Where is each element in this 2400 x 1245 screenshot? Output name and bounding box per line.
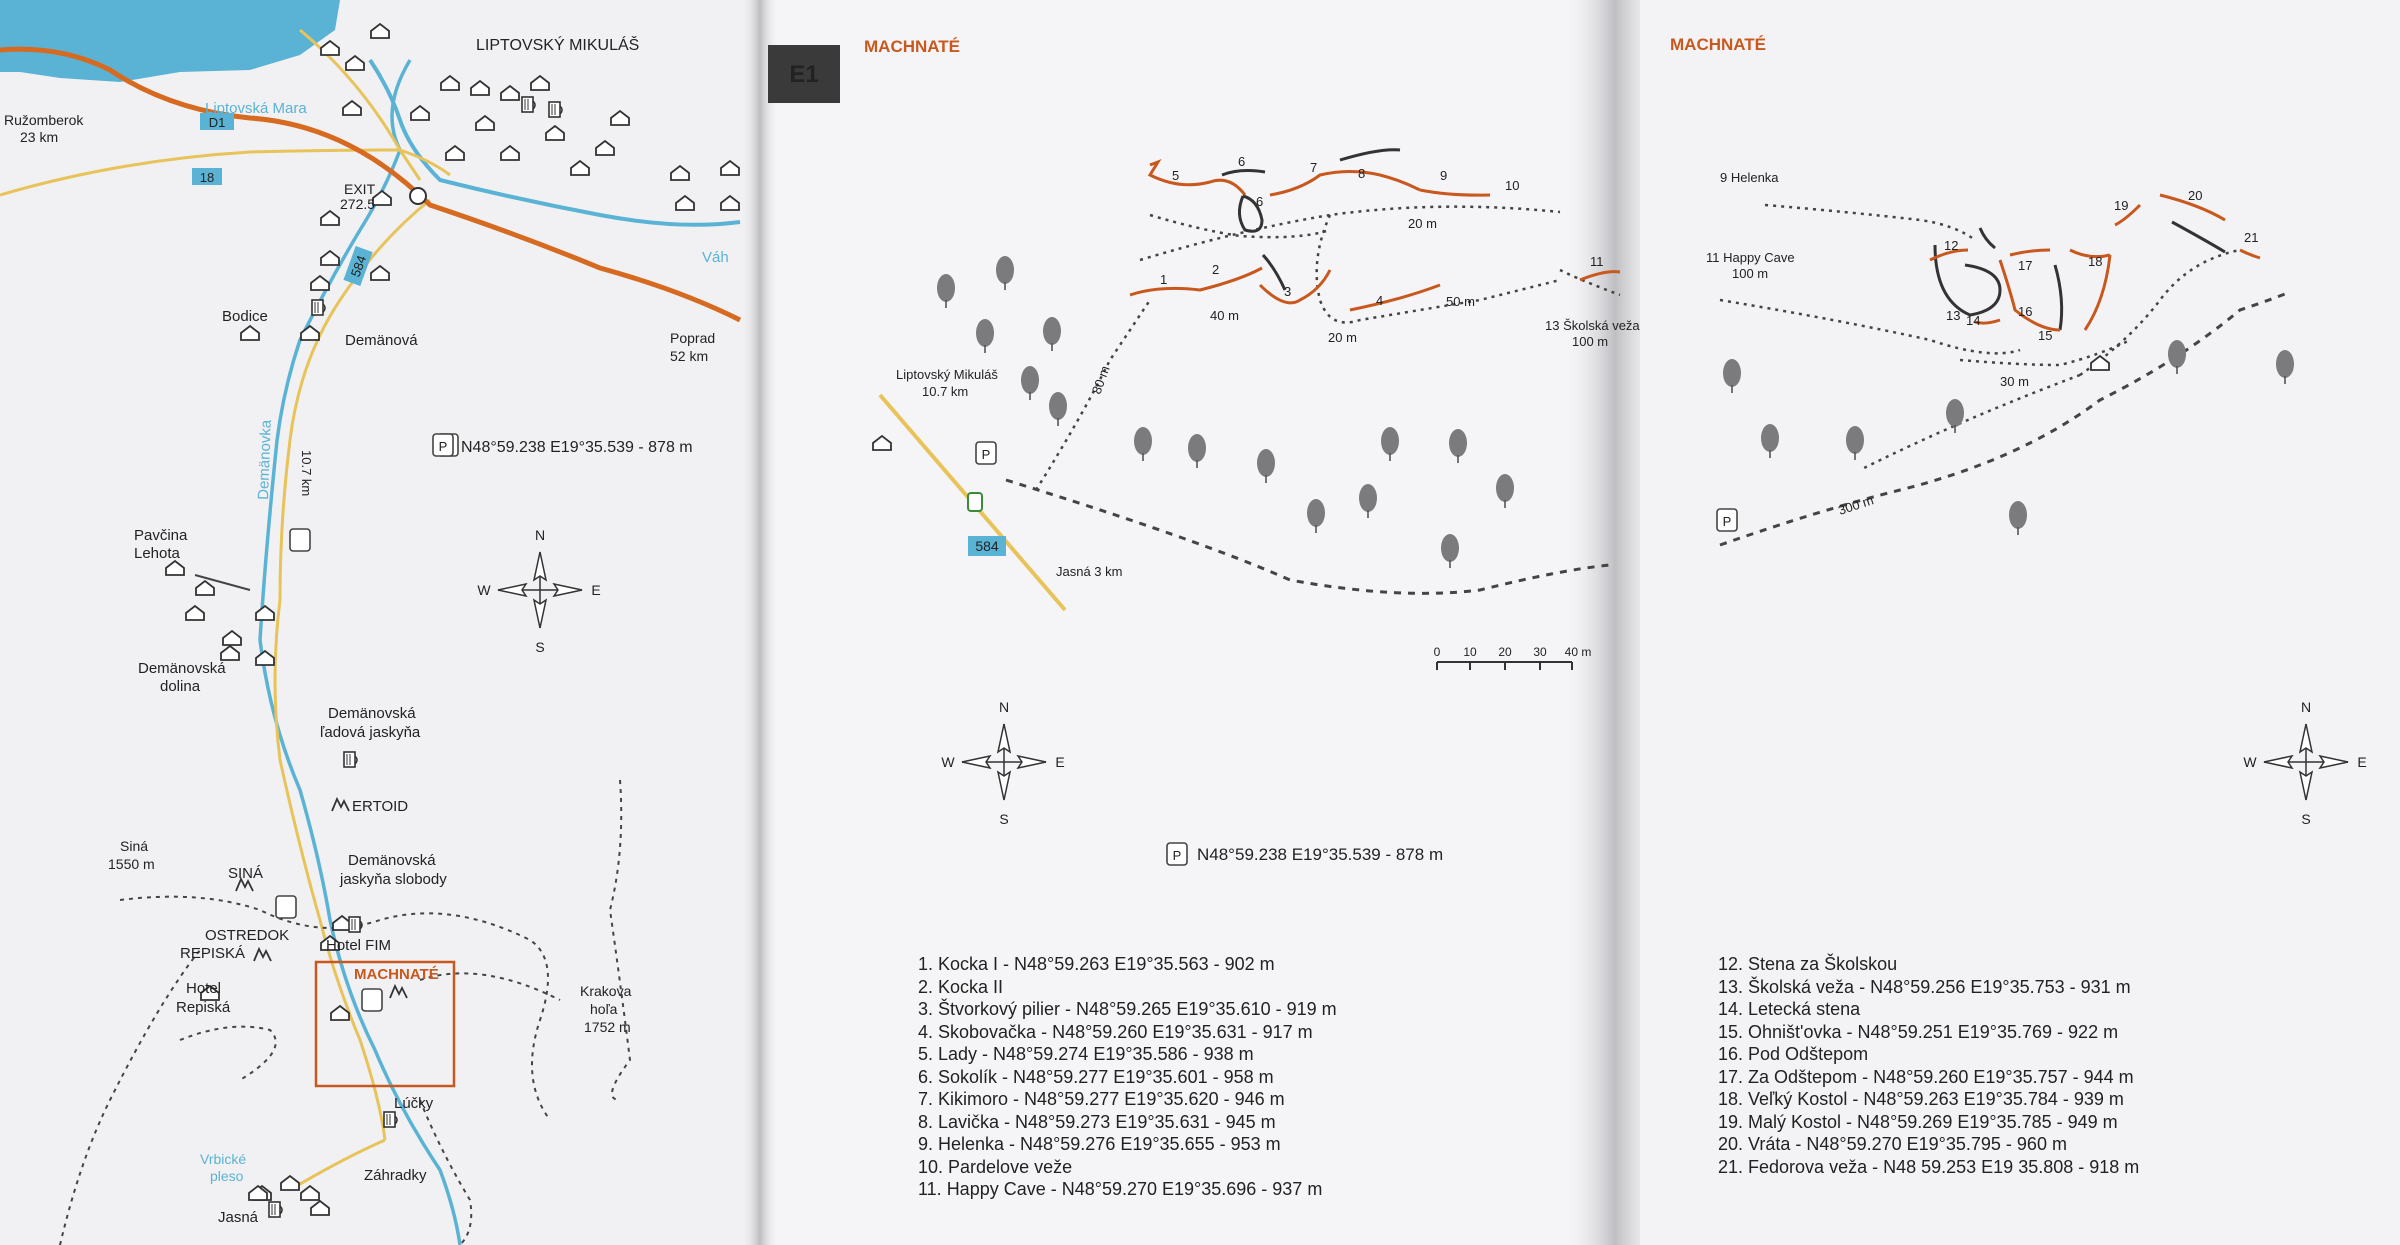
route-item: 3. Štvorkový pilier - N48°59.265 E19°35.610 - 919 m (918, 999, 1337, 1019)
compass-e: E (591, 582, 601, 598)
scale-30: 30 (1533, 645, 1547, 659)
compass-w: W (477, 582, 491, 598)
town-bodice: Bodice (222, 308, 268, 325)
page-title-right: MACHNATÉ (1670, 35, 1767, 54)
route-item: 4. Skobovačka - N48°59.260 E19°35.631 - 917 m (918, 1021, 1313, 1042)
lucky: Lúčky (394, 1095, 434, 1112)
route-item: 19. Malý Kostol - N48°59.269 E19°35.785 - 949 m (1718, 1111, 2118, 1132)
route-8: 8 (1358, 166, 1366, 181)
route-item: 6. Sokolík - N48°59.277 E19°35.601 - 958 m (918, 1066, 1274, 1087)
distance-20m-a: 20 m (1408, 216, 1437, 231)
town-pavcina-1: Pavčina (134, 527, 188, 544)
road-584-crag-label: 584 (975, 538, 999, 554)
vrbicke-1: Vrbické (200, 1151, 247, 1167)
route-item: 11. Happy Cave - N48°59.270 E19°35.696 - 937 m (918, 1179, 1323, 1199)
zahradky: Záhradky (364, 1167, 427, 1184)
road-18-label: 18 (199, 170, 215, 185)
krakova-3: 1752 m (584, 1019, 631, 1035)
route-9: 9 (1440, 168, 1448, 183)
route-6b: 6 (1256, 194, 1264, 209)
hotel-repiska-1: Hotel (186, 980, 222, 997)
happy-dist: 100 m (1732, 266, 1769, 281)
happy-ref: 11 Happy Cave (1706, 250, 1795, 265)
route-list-right (1718, 953, 2139, 1178)
scale-40: 40 m (1564, 645, 1592, 659)
crag-compass-n: N (998, 699, 1010, 715)
sina: SINÁ (228, 865, 264, 882)
water-vah: Váh (702, 249, 729, 266)
scale-0: 0 (1433, 645, 1441, 659)
route-item: 15. Ohništ'ovka - N48°59.251 E19°35.769 - 922 m (1718, 1021, 2119, 1042)
distance-80m: 80 m (1088, 363, 1113, 397)
route-5: 5 (1172, 168, 1180, 183)
route-18: 18 (2088, 254, 2103, 269)
exit-junction (410, 188, 426, 204)
crag-gps (1167, 843, 1443, 865)
route-20: 20 (2188, 188, 2203, 203)
route-1: 1 (1160, 272, 1168, 287)
slobody-1: Demänovská (348, 852, 436, 869)
compass-s: S (535, 639, 545, 655)
route-item: 21. Fedorova veža - N48 59.253 E19 35.808 - 918 m (1718, 1156, 2140, 1177)
crag-b-compass-s: S (2301, 811, 2311, 827)
crag-b-parking-label: P (1722, 514, 1732, 529)
route-21: 21 (2244, 230, 2259, 245)
town-dolina-2: dolina (160, 678, 201, 695)
route-list-left (918, 953, 1337, 1201)
route-4: 4 (1376, 293, 1384, 308)
ertoid: ERTOID (352, 798, 409, 815)
compass-n: N (534, 527, 546, 543)
route-item: 20. Vráta - N48°59.270 E19°35.795 - 960 m (1718, 1134, 2067, 1154)
water-demanovka: Demänovka (255, 419, 275, 501)
route-item: 18. Veľký Kostol - N48°59.263 E19°35.784 - 939 m (1718, 1089, 2124, 1109)
route-item: 7. Kikimoro - N48°59.277 E19°35.620 - 946 m (918, 1089, 1285, 1109)
krakova-1: Krakova (580, 983, 632, 999)
route-17: 17 (2018, 258, 2033, 273)
crag-gps-text: N48°59.238 E19°35.539 - 878 m (1197, 845, 1444, 864)
bus-stop-icon (968, 493, 982, 511)
distance-40m: 40 m (1210, 308, 1239, 323)
crag-compass-s: S (999, 811, 1009, 827)
hotel-fim: Hotel FIM (326, 937, 392, 954)
distance-30m: 30 m (2000, 374, 2029, 389)
helenka-ref: 9 Helenka (1720, 170, 1779, 185)
crag-compass-w: W (941, 754, 955, 770)
route-item: 8. Lavička - N48°59.273 E19°35.631 - 945 m (918, 1111, 1276, 1132)
route-6: 6 (1238, 154, 1246, 169)
chapter-badge-text: E1 (789, 61, 819, 88)
route-15: 15 (2038, 328, 2053, 343)
route-item: 12. Stena za Školskou (1718, 954, 1898, 974)
ruzomberok-distance: 23 km (20, 129, 59, 145)
skolska-dist: 100 m (1572, 334, 1609, 349)
gutter-shadow (740, 0, 780, 1245)
gps-parking-icon: P (438, 439, 448, 454)
exit-km: 272.5 (340, 196, 376, 212)
crag-b-compass-n: N (2300, 699, 2312, 715)
route-item: 14. Letecká stena (1718, 999, 1861, 1019)
town-demanova: Demänová (345, 332, 418, 349)
sina-peak-1: Siná (120, 838, 149, 854)
ostredok: OSTREDOK (205, 927, 290, 944)
route-item: 13. Školská veža - N48°59.256 E19°35.753 - 931 m (1718, 976, 2131, 997)
crag-b-compass-e: E (2357, 754, 2367, 770)
overview-gps-text: N48°59.238 E19°35.539 - 878 m (461, 439, 693, 456)
distance-50m: 50 m (1446, 294, 1475, 309)
exit-label: EXIT (344, 181, 376, 197)
route-16: 16 (2018, 304, 2033, 319)
route-item: 2. Kocka II (918, 976, 1004, 997)
town-dolina-1: Demänovská (138, 660, 226, 677)
repiska: REPISKÁ (180, 945, 246, 962)
route-3: 3 (1284, 284, 1292, 299)
route-14: 14 (1966, 313, 1981, 328)
route-item: 17. Za Odštepom - N48°59.260 E19°35.757 - 944 m (1718, 1066, 2134, 1087)
route-2: 2 (1212, 262, 1220, 277)
road-584-label: 584 (347, 253, 370, 279)
route-item: 5. Lady - N48°59.274 E19°35.586 - 938 m (918, 1044, 1254, 1064)
sina-peak-2: 1550 m (108, 856, 155, 872)
route-item: 9. Helenka - N48°59.276 E19°35.655 - 953 m (918, 1134, 1281, 1154)
route-11: 11 (1590, 254, 1604, 269)
hotel-repiska-2: Repiská (176, 999, 231, 1016)
krakova-2: hoľa (590, 1001, 618, 1017)
route-10: 10 (1505, 178, 1520, 193)
route-7: 7 (1310, 160, 1318, 175)
slobody-2: jaskyňa slobody (340, 871, 447, 888)
ladova-1: Demänovská (328, 705, 416, 722)
liptovsky-dist: 10.7 km (922, 384, 969, 399)
town-ruzomberok: Ružomberok (4, 112, 84, 128)
route-12: 12 (1944, 238, 1959, 253)
route-13: 13 (1946, 308, 1961, 323)
distance-20m-b: 20 m (1328, 330, 1357, 345)
crag-compass-e: E (1055, 754, 1065, 770)
crag-b-compass-w: W (2243, 754, 2257, 770)
d1-label: D1 (208, 115, 226, 130)
route-item: 16. Pod Odštepom (1718, 1044, 1869, 1064)
distance-300m: 300 m (1836, 492, 1876, 518)
page-title-left: MACHNATÉ (864, 37, 961, 56)
route-item: 1. Kocka I - N48°59.263 E19°35.563 - 902 m (918, 954, 1275, 974)
crag-gps-parking: P (1172, 848, 1182, 863)
poprad-distance: 52 km (670, 348, 709, 364)
liptovsky-ref: Liptovský Mikuláš (896, 367, 998, 382)
skolska-ref: 13 Školská veža (1545, 318, 1640, 333)
machnate-label: MACHNATÉ (354, 966, 439, 983)
vrbicke-2: pleso (210, 1168, 244, 1184)
scale-20: 20 (1498, 645, 1512, 659)
town-liptovsky-mikulas: LIPTOVSKÝ MIKULÁŠ (476, 37, 640, 54)
route-19: 19 (2114, 198, 2129, 213)
scale-10: 10 (1463, 645, 1477, 659)
crag-parking-icon: P (981, 447, 991, 462)
ladova-2: ľadová jaskyňa (320, 724, 421, 741)
jasna: Jasná (218, 1209, 259, 1226)
crag-b-parking (1717, 509, 1737, 531)
town-poprad: Poprad (670, 330, 716, 346)
distance-10-7-km: 10.7 km (299, 450, 314, 497)
water-liptovska-mara: Liptovská Mara (205, 100, 307, 117)
jasna-ref: Jasná 3 km (1056, 564, 1123, 579)
route-item: 10. Pardelove veže (918, 1156, 1073, 1177)
town-pavcina-2: Lehota (134, 545, 180, 562)
